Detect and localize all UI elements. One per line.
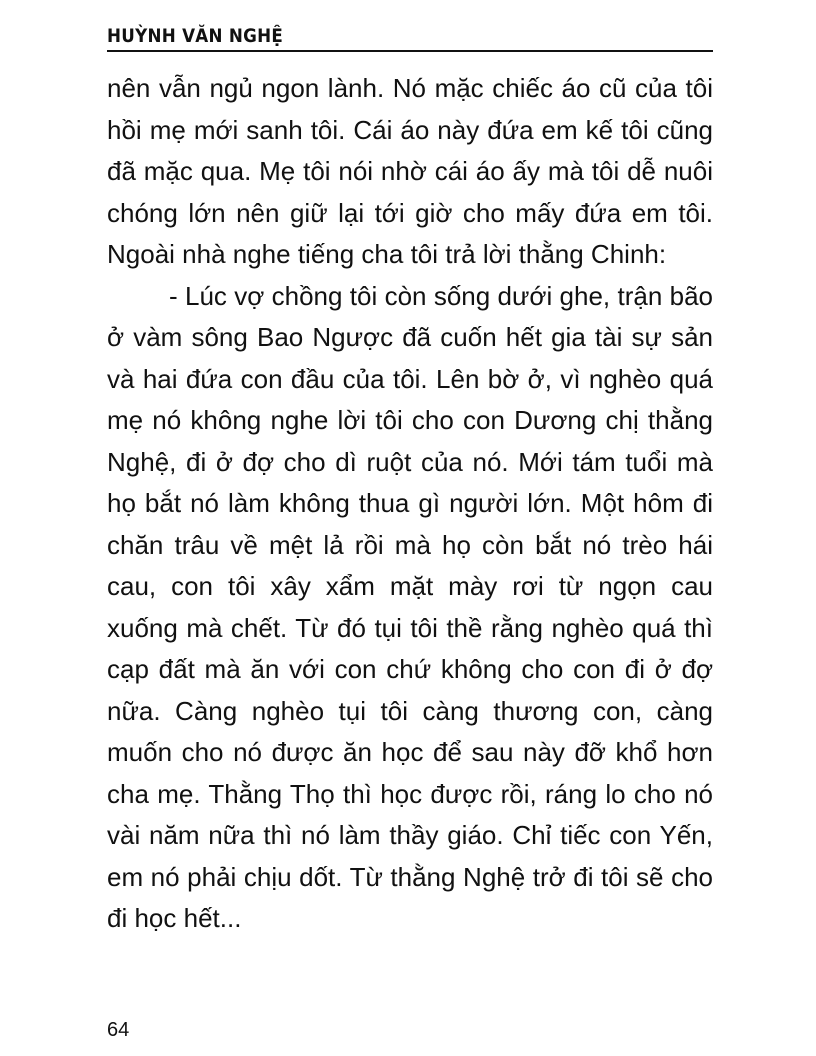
running-header <box>107 22 713 52</box>
header-author-name: HUỲNH VĂN NGHỆ <box>107 25 284 47</box>
paragraph-2: - Lúc vợ chồng tôi còn sống dưới ghe, trận bão ở vàm sông Bao Ngược đã cuốn hết gia tài sự sản và hai đứa con đầu của tôi. Lên bờ ở, vì nghèo quá mẹ nó không nghe lời tôi cho con Dương chị thằng Nghệ, đi ở đợ cho dì ruột của nó. Mới tám tuổi mà họ bắt nó làm không thua gì người lớn. Một hôm đi chăn trâu về mệt lả rồi mà họ còn bắt nó trèo hái cau, con tôi xây xẩm mặt mày rơi từ ngọn cau xuống mà chết. Từ đó tụi tôi thề rằng nghèo quá thì cạp đất mà ăn với con chứ không cho con đi ở đợ nữa. Càng nghèo tụi tôi càng thương con, càng muốn cho nó được ăn học để sau này đỡ khổ hơn cha mẹ. Thằng Thọ thì học được rồi, ráng lo cho nó vài năm nữa thì nó làm thầy giáo. Chỉ tiếc con Yến, em nó phải chịu dốt. Từ thằng Nghệ trở đi tôi sẽ cho đi học hết... <box>107 280 713 933</box>
body-text <box>107 68 713 940</box>
paragraph-1: nên vẫn ngủ ngon lành. Nó mặc chiếc áo cũ của tôi hồi mẹ mới sanh tôi. Cái áo này đứa em kế tôi cũng đã mặc qua. Mẹ tôi nói nhờ cái áo ấy mà tôi dễ nuôi chóng lớn nên giữ lại tới giờ cho mấy đứa em tôi. Ngoài nhà nghe tiếng cha tôi trả lời thằng Chinh: <box>107 73 713 269</box>
page-number: 64 <box>107 1019 130 1041</box>
